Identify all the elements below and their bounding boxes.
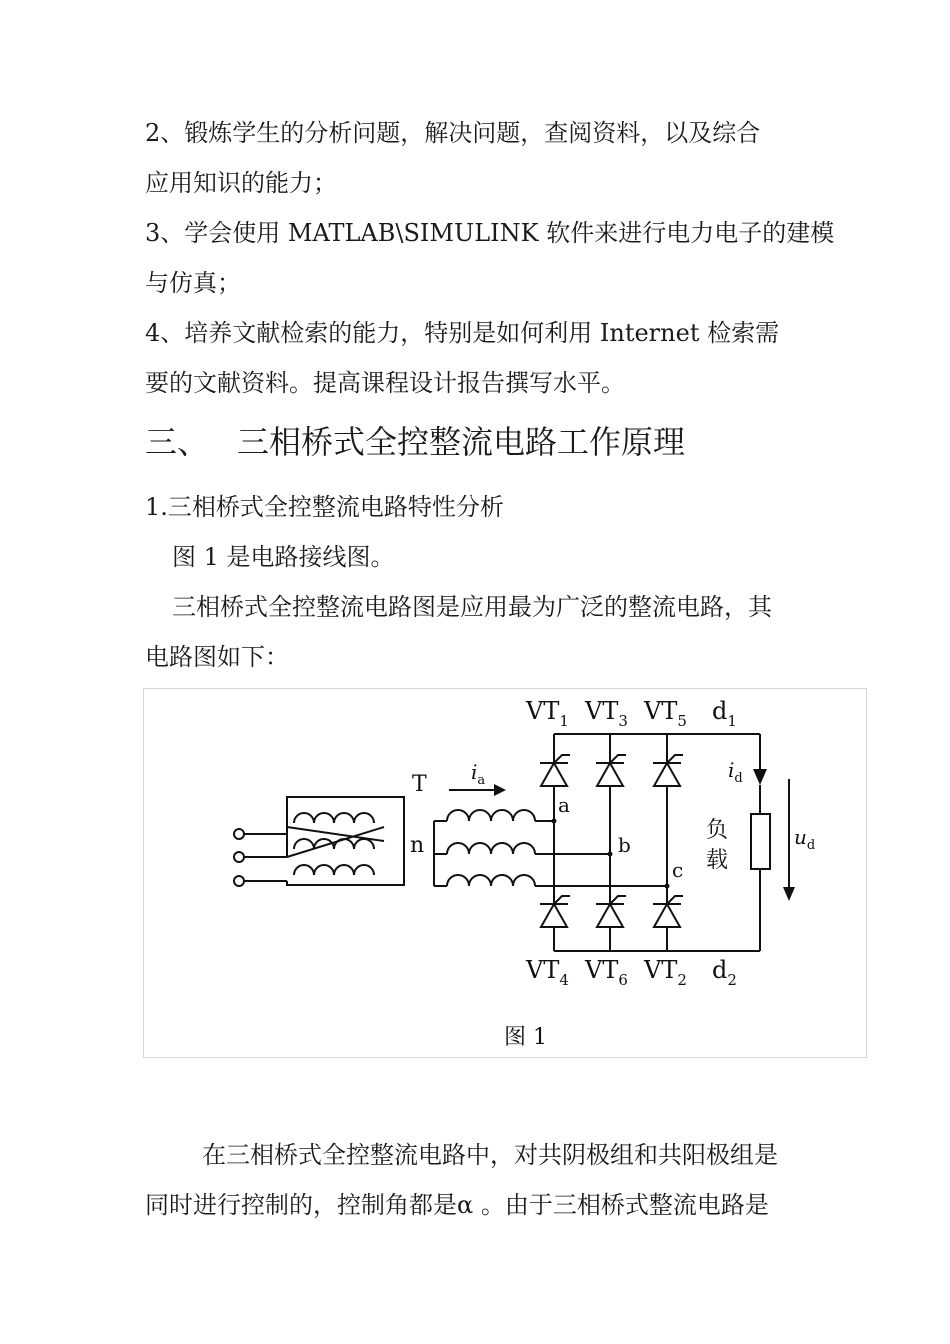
secondary-coil-c	[447, 875, 535, 886]
figure-caption: 图 1	[504, 1025, 547, 1050]
load-char-1: 负	[706, 818, 729, 843]
label-vt2: $VT_2$	[644, 956, 687, 989]
neutral-label: n	[410, 833, 425, 858]
objective-line-3b: 与仿真；	[145, 269, 241, 297]
objective-line-2b: 应用知识的能力；	[145, 169, 337, 197]
section-number: 三、	[145, 423, 210, 461]
id-label: $i_d$	[728, 758, 743, 786]
paragraph-control-line2: 同时进行控制的，控制角都是α 。由于三相桥式整流电路是	[145, 1191, 769, 1219]
label-vt6: $VT_6$	[585, 956, 628, 989]
section-title: 三相桥式全控整流电路工作原理	[237, 423, 686, 461]
objective-line-3a: 3、学会使用 MATLAB\SIMULINK 软件来进行电力电子的建模	[145, 219, 835, 247]
id-arrow	[753, 769, 767, 785]
transformer-label: T	[412, 772, 427, 797]
primary-coil-3	[294, 865, 374, 875]
primary-coil-2	[294, 839, 374, 849]
terminal-1	[234, 829, 244, 839]
current-ia-label: $i_a$	[471, 760, 486, 788]
secondary-coil-a	[447, 810, 535, 821]
label-vt1: $VT_1$	[526, 697, 569, 730]
ia-arrow	[494, 784, 506, 796]
figure-intro: 图 1 是电路接线图。	[172, 543, 395, 571]
paragraph-control-line1: 在三相桥式全控整流电路中，对共阴极组和共阳极组是	[202, 1141, 778, 1169]
subsection-title: 1.三相桥式全控整流电路特性分析	[145, 493, 504, 521]
node-c-label: c	[672, 858, 684, 882]
label-vt4: $VT_4$	[526, 956, 569, 989]
circuit-figure	[143, 688, 867, 1058]
ud-label: $u_d$	[794, 825, 816, 853]
label-vt5: $VT_5$	[644, 697, 687, 730]
circuit-diagram	[144, 689, 868, 1059]
node-b-label: b	[618, 833, 631, 857]
label-d2: $d_2$	[712, 956, 737, 989]
node-a-label: a	[558, 793, 570, 817]
paragraph-circuit-line2: 电路图如下：	[145, 643, 289, 671]
section-heading	[145, 422, 685, 462]
secondary-coil-b	[447, 843, 535, 854]
objective-line-4b: 要的文献资料。提高课程设计报告撰写水平。	[145, 369, 625, 397]
ud-arrow	[783, 887, 795, 901]
terminal-2	[234, 852, 244, 862]
paragraph-circuit-line1: 三相桥式全控整流电路图是应用最为广泛的整流电路，其	[172, 593, 772, 621]
objective-line-4a: 4、培养文献检索的能力，特别是如何利用 Internet 检索需	[145, 319, 780, 347]
load-char-2: 载	[706, 848, 729, 873]
terminal-3	[234, 876, 244, 886]
objective-line-2a: 2、锻炼学生的分析问题，解决问题，查阅资料，以及综合	[145, 119, 761, 147]
label-vt3: $VT_3$	[585, 697, 628, 730]
label-d1: $d_1$	[712, 697, 737, 730]
load-resistor	[751, 814, 770, 869]
primary-coil-1	[294, 813, 374, 823]
